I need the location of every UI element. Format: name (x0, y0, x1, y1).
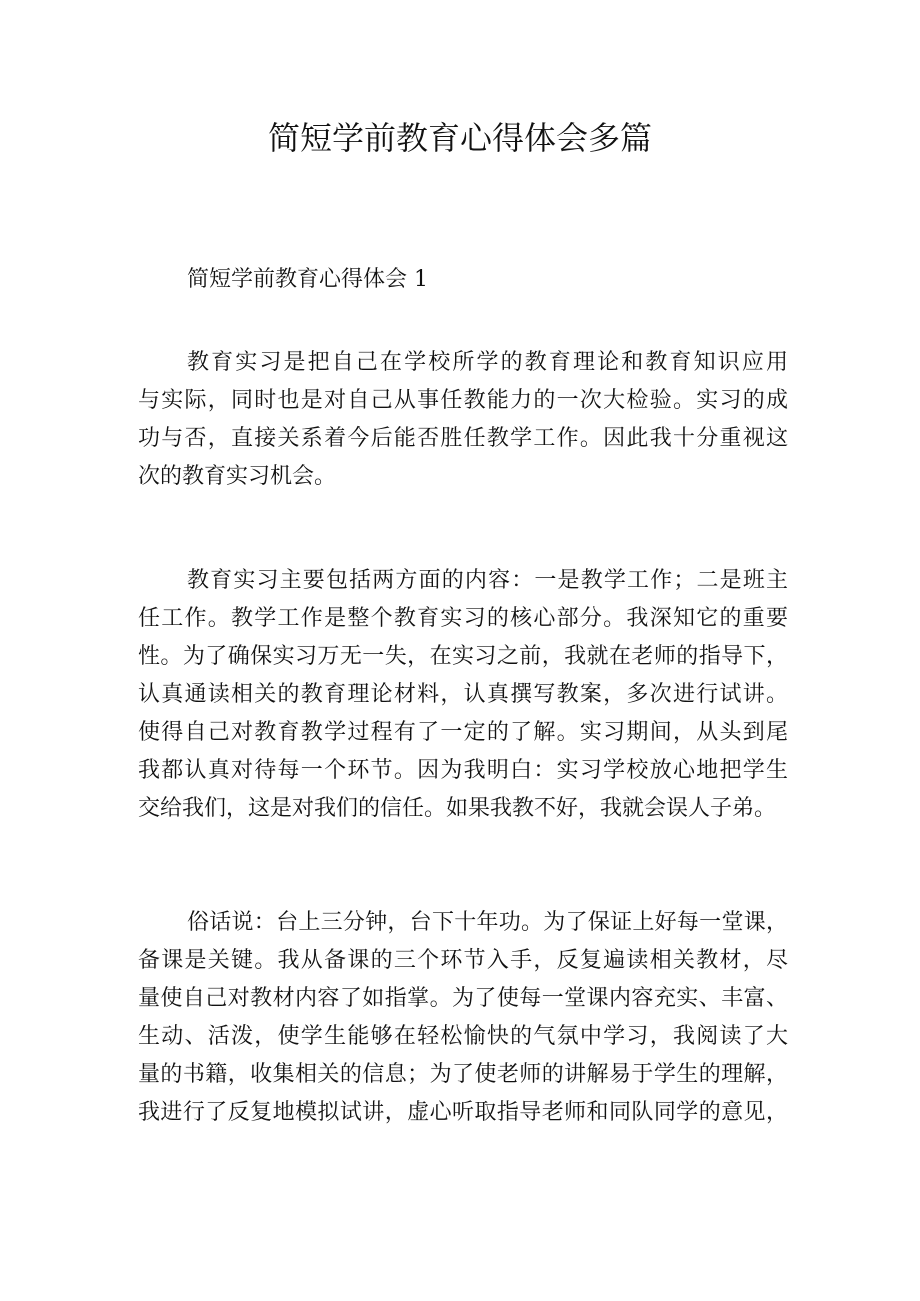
paragraph-2 (138, 562, 788, 828)
paragraph-line: 量的书籍，收集相关的信息；为了使老师的讲解易于学生的理解， (138, 1062, 788, 1087)
document-title: 简短学前教育心得体会多篇 (267, 119, 652, 157)
section-heading: 简短学前教育心得体会 1 (187, 267, 428, 292)
paragraph-line: 量使自己对教材内容了如指掌。为了使每一堂课内容充实、丰富、 (138, 986, 788, 1011)
paragraph-line: 生动、活泼，使学生能够在轻松愉快的气氛中学习，我阅读了大 (138, 1024, 788, 1049)
paragraph-line: 俗话说：台上三分钟，台下十年功。为了保证上好每一堂课， (187, 910, 788, 935)
paragraph-1 (138, 344, 788, 496)
paragraph-line: 性。为了确保实习万无一失，在实习之前，我就在老师的指导下， (138, 644, 788, 669)
paragraph-line: 交给我们，这是对我们的信任。如果我教不好，我就会误人子弟。 (138, 796, 777, 821)
paragraph-line: 备课是关键。我从备课的三个环节入手，反复遍读相关教材，尽 (138, 948, 788, 973)
paragraph-line: 次的教育实习机会。 (138, 464, 337, 489)
paragraph-line: 与实际，同时也是对自己从事任教能力的一次大检验。实习的成 (138, 388, 788, 413)
paragraph-line: 功与否，直接关系着今后能否胜任教学工作。因此我十分重视这 (138, 426, 788, 451)
paragraph-line: 教育实习是把自己在学校所学的教育理论和教育知识应用 (187, 350, 788, 375)
paragraph-line: 任工作。教学工作是整个教育实习的核心部分。我深知它的重要 (138, 606, 788, 631)
paragraph-line: 我都认真对待每一个环节。因为我明白：实习学校放心地把学生 (138, 758, 788, 783)
paragraph-line: 认真通读相关的教育理论材料，认真撰写教案，多次进行试讲。 (138, 682, 788, 707)
paragraph-line: 使得自己对教育教学过程有了一定的了解。实习期间，从头到尾 (138, 720, 788, 745)
paragraph-3 (138, 904, 788, 1132)
paragraph-line: 我进行了反复地模拟试讲，虚心听取指导老师和同队同学的意见， (138, 1100, 788, 1125)
paragraph-line: 教育实习主要包括两方面的内容：一是教学工作；二是班主 (187, 568, 788, 593)
